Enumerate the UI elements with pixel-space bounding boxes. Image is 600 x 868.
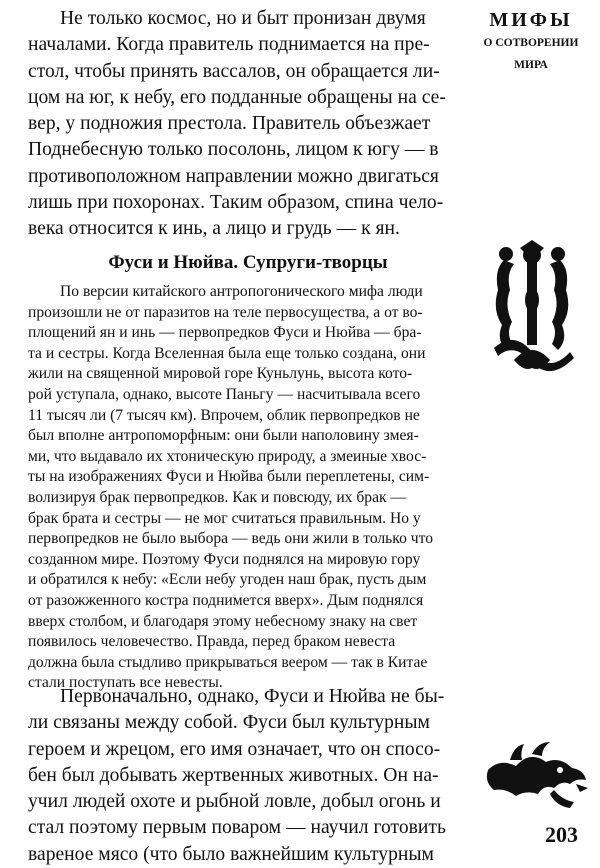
running-header <box>474 8 588 72</box>
paragraph2-line: от разожженного костра поднимется вверх». Дым поднялся <box>28 591 424 609</box>
paragraph3-line: учил людей охоте и рыбной ловле, добыл огонь и <box>28 791 441 813</box>
paragraph2-line: был вполне антропоморфным: они были наполовину змея- <box>28 427 419 445</box>
paragraph2-line: должна была стыдливо прикрываться веером — так в Китае <box>28 653 428 671</box>
paragraph2-line: брак брата и сестры — не мог считаться правильным. Но у <box>28 509 421 527</box>
paragraph1-line: вер, у подножия престола. Правитель объезжает <box>28 113 431 135</box>
paragraph3-line: героем и жрецом, его имя означает, что он спосо- <box>28 738 441 760</box>
dragon-head-icon <box>480 740 590 810</box>
paragraph1-line: стол, чтобы принять вассалов, он обращается ли- <box>28 60 440 82</box>
paragraph2-line: рой уступала, однако, высоте Паньгу — насчитывала всего <box>28 385 421 403</box>
paragraph3-line: бен был добывать жертвенных животных. Он на- <box>28 764 439 786</box>
paragraph1-line: Не только космос, но и быт пронизан двумя <box>60 8 426 29</box>
paragraph2-line: По версии китайского антропогонического мифа люди <box>60 283 423 300</box>
paragraph2-line: созданном мире. Поэтому Фуси поднялся на мировую гору <box>28 550 421 568</box>
paragraph2-line: 11 тысяч ли (7 тысяч км). Впрочем, облик первопредков не <box>28 406 420 424</box>
paragraph2-line: жили на священной мировой горе Куньлунь, высота кото- <box>28 365 413 383</box>
paragraph1-line: века относится к инь, а лицо и грудь — к ян. <box>28 218 400 240</box>
paragraph2-line: и обратился к небу: «Если небу угоден наш брак, пусть дым <box>28 571 427 589</box>
paragraph2-line: волизируя брак первопредков. Как и повсюду, их брак — <box>28 488 407 506</box>
paragraph1-line: цом на юг, к небу, его подданные обращены на се- <box>28 86 446 108</box>
paragraph2-line: ми, что выдавало их хтоническую природу, а змеиные хвос- <box>28 447 427 465</box>
paragraph2-line: площений ян и инь — первопредков Фуси и Нюйва — бра- <box>28 324 422 342</box>
section-heading: Фуси и Нюйва. Супруги-творцы <box>108 252 388 273</box>
paragraph3-line: вареное мясо (что было важнейшим культурным <box>28 843 434 865</box>
running-header-subtitle-1: О СОТВОРЕНИИ <box>483 37 579 49</box>
paragraph1-line: лишь при похоронах. Таким образом, спина чело- <box>28 192 444 214</box>
paragraph2-line: появилось человечество. Правда, перед браком невеста <box>28 633 396 651</box>
paragraph2-line: первопредков не было выбора — ведь они жили в только что <box>28 530 434 548</box>
page-number: 203 <box>545 822 578 847</box>
running-header-title: МИФЫ <box>489 9 573 31</box>
paragraph3-line: Первоначально, однако, Фуси и Нюйва не бы- <box>60 686 445 707</box>
paragraph-2 <box>28 282 468 694</box>
running-header-subtitle-2: МИРА <box>514 59 548 71</box>
paragraph3-line: стал поэтому первым поваром — научил готовить <box>28 817 446 839</box>
fuxi-nuwa-figure-icon <box>484 240 580 380</box>
paragraph1-line: началами. Когда правитель поднимается на пре- <box>28 34 430 56</box>
paragraph2-line: произошли не от паразитов на теле первосущества, а от во- <box>28 303 423 321</box>
paragraph1-line: Поднебесную только посолонь, лицом к югу — в <box>28 139 439 161</box>
paragraph2-line: вверх столбом, и благодаря этому небесному знаку на свет <box>28 612 418 630</box>
paragraph-1 <box>28 6 446 243</box>
paragraph2-line: ты на изображениях Фуси и Нюйва были переплетены, сим- <box>28 468 430 486</box>
paragraph-3 <box>28 684 446 868</box>
paragraph2-line: та и сестры. Когда Вселенная была еще только создана, они <box>28 344 426 362</box>
paragraph1-line: противоположном направлении можно двигаться <box>28 165 439 187</box>
paragraph2-line: стали поступать все невесты. <box>28 674 223 692</box>
paragraph3-line: ли связаны между собой. Фуси был культурным <box>28 712 430 734</box>
